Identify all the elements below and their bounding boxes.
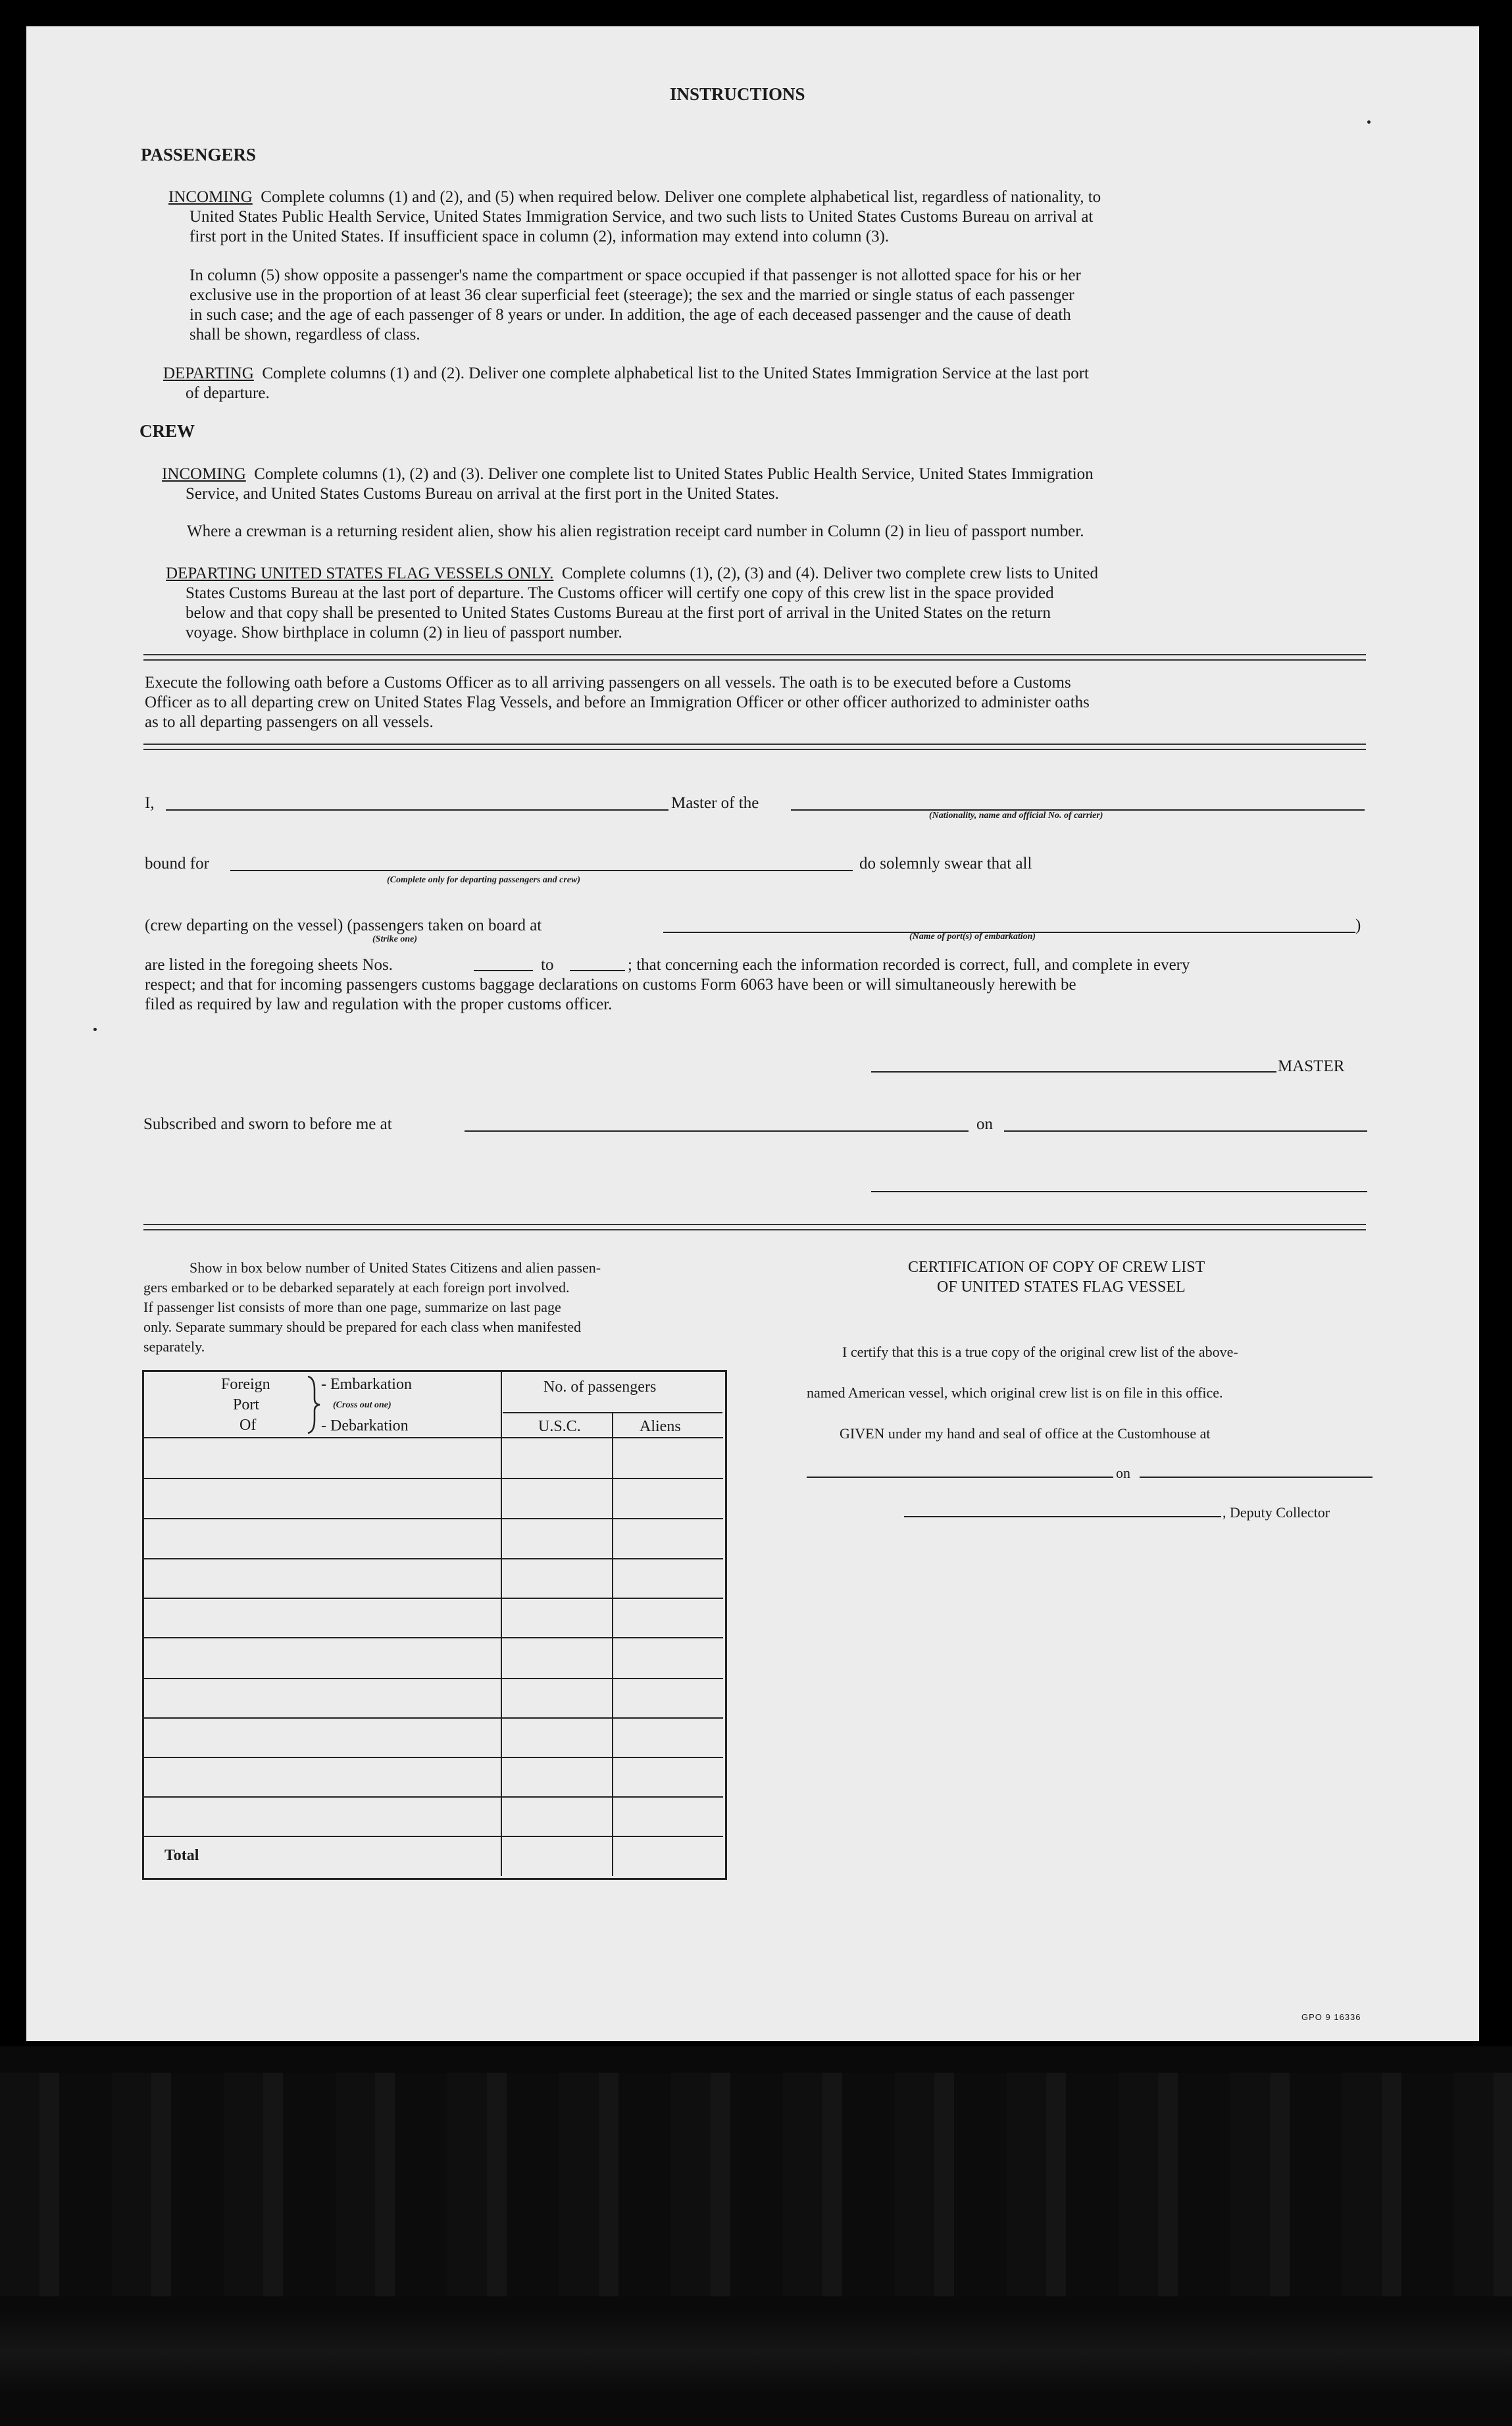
certification-date-field[interactable] — [1140, 1477, 1373, 1478]
crew-incoming-text-1: Complete columns (1), (2) and (3). Deliver one complete list to United States Public Health Service, United States Immigration — [254, 465, 1094, 483]
crew-departing-line-4: voyage. Show birthplace in column (2) in lieu of passport number. — [186, 624, 622, 642]
usc-header: U.S.C. — [538, 1418, 581, 1435]
listed-line-2: respect; and that for incoming passengers customs baggage declarations on customs Form 6063 have been or will simultaneously herewith be — [145, 976, 1076, 994]
of-label: Of — [239, 1417, 257, 1434]
table-row — [144, 1518, 723, 1519]
no-of-passengers-header: No. of passengers — [543, 1378, 657, 1396]
crew-incoming-line-2: Service, and United States Customs Bureau on arrival at the first port in the United States. — [186, 485, 779, 503]
cross-out-caption: (Cross out one) — [333, 1400, 391, 1410]
crew-departing-text-1: Complete columns (1), (2), (3) and (4). Deliver two complete crew lists to United — [561, 565, 1098, 582]
subscribed-text: Subscribed and sworn to before me at — [143, 1115, 392, 1133]
divider — [143, 1224, 1366, 1230]
table-row — [144, 1437, 723, 1438]
master-name-field[interactable] — [166, 809, 668, 811]
crew-incoming-line-1 — [162, 465, 1094, 484]
summary-line-1: Show in box below number of United States Citizens and alien passen- — [189, 1259, 601, 1276]
film-bleed-through — [0, 2073, 1512, 2296]
oath-intro-line-1: Execute the following oath before a Customs Officer as to all arriving passengers on all vessels. The oath is to be executed before a Customs — [145, 674, 1071, 692]
summary-line-5: separately. — [143, 1338, 205, 1355]
certification-text-2: named American vessel, which original crew list is on file in this office. — [807, 1384, 1223, 1401]
crew-departing-line-1 — [166, 564, 1098, 583]
summary-line-3: If passenger list consists of more than one page, summarize on last page — [143, 1299, 561, 1315]
passengers-departing-text-1: Complete columns (1) and (2). Deliver one complete alphabetical list to the United States Immigration Service at the last port — [262, 365, 1089, 382]
foreign-label: Foreign — [221, 1376, 270, 1393]
passengers-incoming-text-1: Complete columns (1) and (2), and (5) when required below. Deliver one complete alphabetical list, regardless of nationality, to — [261, 188, 1101, 206]
crew-departing-line-3: below and that copy shall be presented to United States Customs Bureau at the first port of arrival in the United States on the return — [186, 604, 1051, 622]
sheet-to-field[interactable] — [570, 970, 625, 971]
certification-title-2: OF UNITED STATES FLAG VESSEL — [937, 1278, 1186, 1296]
listed-to: to — [541, 956, 554, 974]
passengers-heading: PASSENGERS — [141, 145, 257, 164]
deputy-collector-label: , Deputy Collector — [1222, 1504, 1330, 1521]
certification-on: on — [1116, 1465, 1130, 1481]
passengers-departing-line-2: of departure. — [186, 384, 270, 402]
passengers-incoming-line-3: first port in the United States. If insufficient space in column (2), information may extend into column (3). — [189, 228, 890, 245]
summary-line-4: only. Separate summary should be prepared for each class when manifested — [143, 1319, 582, 1335]
certification-title-1: CERTIFICATION OF COPY OF CREW LIST — [908, 1259, 1205, 1276]
table-row — [144, 1717, 723, 1719]
film-bleed-through-lower — [0, 2310, 1512, 2395]
strike-caption: (Strike one) — [372, 934, 418, 944]
table-row — [144, 1478, 723, 1479]
divider — [143, 654, 1366, 661]
total-label: Total — [164, 1847, 199, 1864]
oath-intro-line-2: Officer as to all departing crew on United States Flag Vessels, and before an Immigration Officer or other officer authorized to administer oaths — [145, 694, 1090, 711]
table-row — [144, 1836, 723, 1837]
bound-for: bound for — [145, 855, 209, 872]
oath-i: I, — [145, 794, 155, 812]
crew-departing-line-2: States Customs Bureau at the last port of departure. The Customs officer will certify one copy of this crew list in the space provided — [186, 584, 1054, 602]
port-caption: (Name of port(s) of embarkation) — [909, 932, 1036, 942]
passengers-departing-line-1 — [163, 364, 1089, 383]
crew-heading: CREW — [139, 421, 195, 441]
speck — [93, 1028, 97, 1031]
table-row — [144, 1637, 723, 1638]
master-of-the: Master of the — [671, 794, 759, 812]
listed-line-1b: ; that concerning each the information recorded is correct, full, and complete in every — [628, 956, 1190, 974]
deputy-signature-field[interactable] — [904, 1516, 1221, 1517]
listed-line-1a: are listed in the foregoing sheets Nos. — [145, 956, 393, 974]
gpo-number: GPO 9 16336 — [1301, 2012, 1361, 2022]
sheet-from-field[interactable] — [474, 970, 533, 971]
sworn-date-field[interactable] — [1004, 1130, 1367, 1132]
crew-passengers-text: (crew departing on the vessel) (passengers taken on board at — [145, 917, 542, 934]
speck — [1367, 120, 1371, 124]
certification-given: GIVEN under my hand and seal of office at the Customhouse at — [840, 1425, 1211, 1442]
certification-text-1: I certify that this is a true copy of the original crew list of the above- — [842, 1344, 1238, 1360]
table-row — [144, 1678, 723, 1679]
crew-incoming-label: INCOMING — [162, 465, 246, 483]
customhouse-field[interactable] — [807, 1477, 1113, 1478]
oath-intro-line-3: as to all departing passengers on all vessels. — [145, 713, 434, 731]
crewman-text: Where a crewman is a returning resident alien, show his alien registration receipt card number in Column (2) in lieu of passport number. — [187, 522, 1084, 540]
table-subheader-line — [503, 1412, 722, 1413]
port-label: Port — [233, 1396, 260, 1413]
master-label: MASTER — [1278, 1057, 1345, 1075]
passengers-departing-label: DEPARTING — [163, 365, 254, 382]
table-row — [144, 1757, 723, 1758]
passengers-incoming-line-1 — [168, 188, 1101, 207]
bound-caption: (Complete only for departing passengers and crew) — [387, 875, 580, 885]
divider — [143, 744, 1366, 750]
table-row — [144, 1598, 723, 1599]
passengers-incoming-label: INCOMING — [168, 188, 253, 206]
sworn-place-field[interactable] — [465, 1130, 969, 1132]
passengers-incoming-line-2: United States Public Health Service, United States Immigration Service, and two such lists to United States Customs Bureau on arrival at — [189, 208, 1094, 226]
table-row — [144, 1796, 723, 1798]
swear-text: do solemnly swear that all — [859, 855, 1032, 872]
summary-line-2: gers embarked or to be debarked separately at each foreign port involved. — [143, 1279, 570, 1296]
carrier-caption: (Nationality, name and official No. of carrier) — [929, 811, 1103, 821]
page-title: INSTRUCTIONS — [670, 84, 805, 104]
sworn-on: on — [976, 1115, 993, 1133]
col5-line-4: shall be shown, regardless of class. — [189, 326, 420, 343]
col5-line-3: in such case; and the age of each passenger of 8 years or under. In addition, the age of each deceased passenger and the cause of death — [189, 306, 1071, 324]
listed-line-3: filed as required by law and regulation with the proper customs officer. — [145, 996, 613, 1013]
embarkation-label: - Embarkation — [321, 1376, 412, 1393]
table-col-divider — [501, 1372, 502, 1876]
destination-field[interactable] — [230, 870, 853, 871]
officer-signature-field[interactable] — [871, 1191, 1367, 1192]
master-signature-field[interactable] — [871, 1071, 1276, 1073]
col5-line-1: In column (5) show opposite a passenger's name the compartment or space occupied if that passenger is not allotted space for his or her — [189, 266, 1081, 284]
aliens-header: Aliens — [640, 1418, 681, 1435]
brace-icon — [305, 1375, 322, 1434]
table-col-divider — [612, 1413, 613, 1876]
crew-departing-label: DEPARTING UNITED STATES FLAG VESSELS ONLY. — [166, 565, 554, 582]
passenger-summary-table — [142, 1370, 727, 1880]
col5-line-2: exclusive use in the proportion of at least 36 clear superficial feet (steerage); the sex and the married or single status of each passenger — [189, 286, 1074, 304]
debarkation-label: - Debarkation — [321, 1417, 409, 1434]
table-row — [144, 1558, 723, 1559]
close-paren: ) — [1355, 917, 1361, 934]
